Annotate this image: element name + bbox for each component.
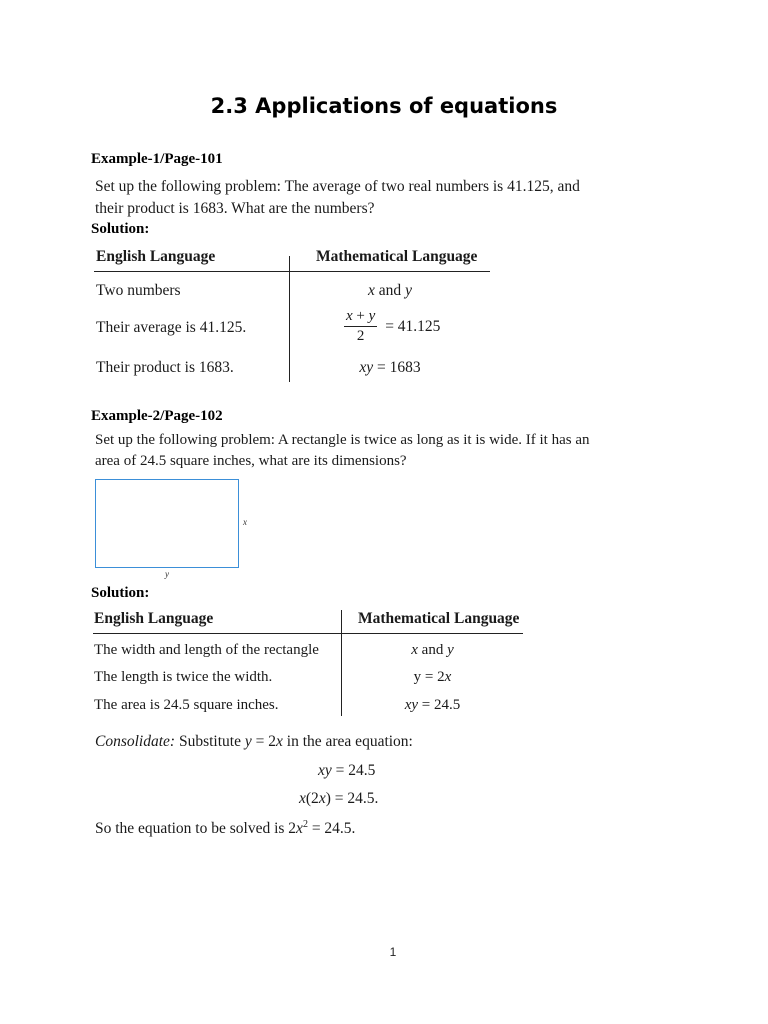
example-1-table (94, 244, 490, 384)
table-cell-math: xy = 1683 (359, 359, 421, 376)
table-cell-math: y = 2x (413, 669, 452, 685)
example-1-problem-line-1: Set up the following problem: The average of two real numbers is 41.125, and (95, 178, 580, 195)
table-cell-math: xy = 24.5 (404, 697, 461, 713)
table-header-rule (94, 271, 490, 272)
example-2-problem-line-2: area of 24.5 square inches, what are its dimensions? (95, 453, 407, 469)
final-equation-line: So the equation to be solved is $2x^2 = 24.5$. (95, 819, 356, 838)
page-title: 2.3 Applications of equations (210, 94, 558, 118)
table-header-english: English Language (96, 248, 216, 265)
rectangle-bottom-label: y (165, 569, 169, 579)
example-2-solution-label: Solution: (91, 585, 150, 601)
equation-line-2: x(2x) = 24.5. (299, 790, 379, 807)
table-header-rule (93, 633, 523, 634)
example-2-problem (95, 430, 695, 472)
table-cell-english: The length is twice the width. (94, 669, 273, 685)
table-cell-english: Their average is 41.125. (96, 319, 247, 336)
table-cell-english: The area is 24.5 square inches. (94, 697, 279, 713)
example-1-solution-label: Solution: (91, 221, 150, 237)
page-number: 1 (389, 945, 397, 959)
table-cell-english: Two numbers (96, 282, 181, 299)
table-header-math: Mathematical Language (358, 610, 520, 627)
consolidate-line (95, 733, 413, 751)
consolidate-text: Substitute y = 2x in the area equation: (178, 733, 413, 750)
table-header-english: English Language (94, 610, 214, 627)
example-2-heading: Example-2/Page-102 (91, 408, 223, 424)
example-1-problem-line-2: their product is 1683. What are the numbers? (95, 200, 375, 217)
rectangle-figure (95, 479, 239, 568)
table-cell-english: The width and length of the rectangle (94, 642, 319, 658)
fraction (344, 308, 377, 345)
consolidate-label: Consolidate: (95, 733, 176, 750)
fraction-denominator: 2 (356, 328, 365, 344)
example-1-heading: Example-1/Page-101 (91, 151, 223, 167)
table-cell-math: x and y (368, 282, 412, 299)
fraction-rhs: = 41.125 (385, 317, 441, 335)
example-2-table (93, 606, 523, 716)
table-cell-math: x and y (411, 642, 454, 658)
example-1-problem (95, 176, 695, 220)
fraction-numerator: x + y (344, 308, 377, 327)
table-header-math: Mathematical Language (316, 248, 478, 265)
equation-line-1: xy = 24.5 (318, 762, 376, 779)
table-cell-english: Their product is 1683. (96, 359, 234, 376)
example-2-problem-line-1: Set up the following problem: A rectangle is twice as long as it is wide. If it has an (95, 432, 590, 448)
table-cell-math-fraction (344, 308, 440, 345)
rectangle-side-label: x (243, 517, 247, 527)
